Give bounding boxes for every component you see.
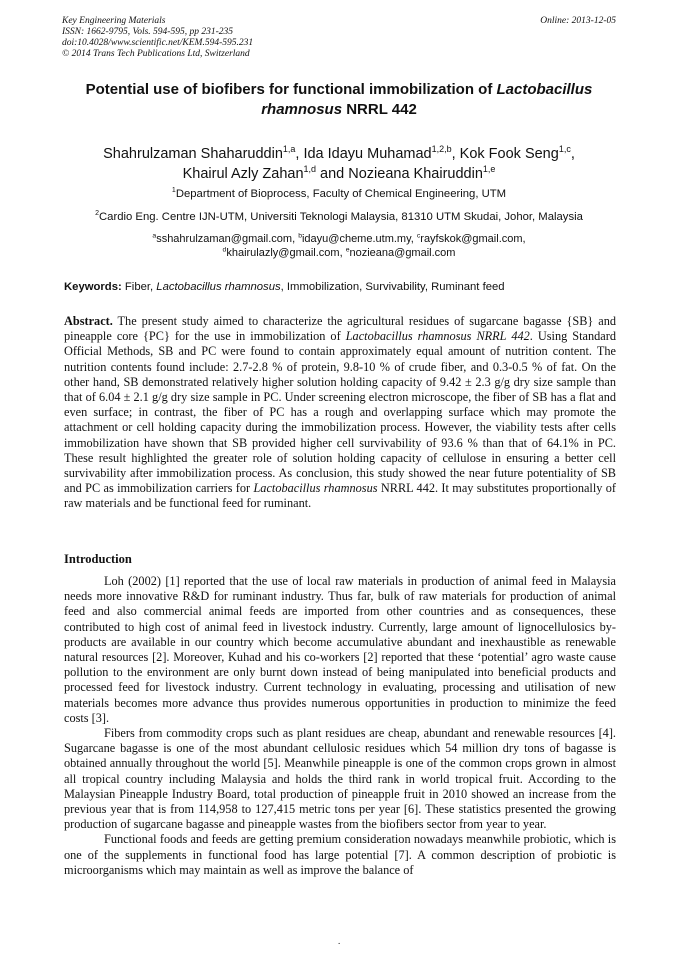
author-4-sup: 1,d bbox=[303, 164, 317, 175]
page-footer-mark: . bbox=[338, 936, 341, 946]
title-text-2: NRRL 442 bbox=[342, 101, 417, 118]
journal-header bbox=[62, 16, 616, 60]
keywords-species: Lactobacillus rhamnosus bbox=[156, 281, 281, 293]
email-d-sup: d bbox=[222, 246, 227, 254]
email-e[interactable]: nozieana@gmail.com bbox=[349, 247, 456, 259]
title-species: Lactobacillus rhamnosus bbox=[261, 81, 593, 118]
author-2: Ida Idayu Muhamad bbox=[303, 146, 432, 162]
email-d[interactable]: khairulazly@gmail.com, bbox=[226, 247, 346, 259]
online-date: Online: 2013-12-05 bbox=[540, 16, 616, 26]
author-1: Shahrulzaman Shaharuddin bbox=[103, 146, 283, 162]
email-e-sup: e bbox=[345, 246, 350, 254]
author-3: Kok Fook Seng bbox=[459, 146, 559, 162]
keywords-text-1: Fiber, bbox=[121, 281, 157, 293]
author-sep: and bbox=[316, 166, 349, 182]
author-list bbox=[40, 144, 638, 184]
author-sep: , bbox=[295, 146, 304, 162]
author-sep: , bbox=[570, 146, 575, 162]
author-4: Khairul Azly Zahan bbox=[182, 166, 304, 182]
affiliation-2 bbox=[30, 210, 648, 224]
abstract-species-1: Lactobacillus rhamnosus NRRL 442 bbox=[345, 329, 530, 344]
abstract-text-3: NRRL 442. It may substitutes proportionally of raw materials and be functional feed for ruminant. bbox=[64, 481, 616, 511]
email-c-sup: c bbox=[416, 232, 421, 240]
abstract-species-2: Lactobacillus rhamnosus bbox=[253, 481, 378, 496]
author-sep: , bbox=[451, 146, 460, 162]
email-c[interactable]: rayfskok@gmail.com, bbox=[420, 233, 526, 245]
author-5: Nozieana Khairuddin bbox=[348, 166, 483, 182]
author-5-sup: 1,e bbox=[482, 164, 496, 175]
keywords-text-2: , Immobilization, Survivability, Ruminant feed bbox=[280, 281, 505, 293]
issn-line: ISSN: 1662-9795, Vols. 594-595, pp 231-235 bbox=[62, 27, 233, 37]
intro-paragraph-2: Fibers from commodity crops such as plant residues are cheap, abundant and renewable resources [4]. Sugarcane bagasse is one of the most abundant cellulosic residues which 54 million dry tons of bagasse is obtained annually throughout the world [5]. Meanwhile pineapple is one of the common crops grown in almost all tropical country including Malaysia and holds the third rank in world tropical fruit. According to the Malaysian Pineapple Industry Board, total production of pineapple fruit in 2010 showed an increase from the previous year that is from 114,958 to 127,415 metric tons per year [6]. These statistics presented the growing production of sugarcane bagasse and pineapple wastes from the biofibers sector from year to year. bbox=[64, 726, 616, 832]
email-a[interactable]: sshahrulzaman@gmail.com, bbox=[156, 233, 299, 245]
doi-line: doi:10.4028/www.scientific.net/KEM.594-595.231 bbox=[62, 38, 254, 48]
email-a-sup: a bbox=[152, 232, 157, 240]
copyright-line: © 2014 Trans Tech Publications Ltd, Switzerland bbox=[62, 49, 250, 59]
abstract-text-1: The present study aimed to characterize the agricultural residues of sugarcane bagasse {SB} and pineapple core {PC} for the use in immobilization of bbox=[64, 314, 616, 344]
intro-paragraph-3: Functional foods and feeds are getting premium consideration nowadays meanwhile probiotic, which is one of the supplements in functional food has large potential [7]. A common description of probiotic is microorganisms which may maintain as well as improve the balance of bbox=[64, 832, 616, 877]
abstract-label: Abstract. bbox=[64, 314, 113, 328]
author-1-sup: 1,a bbox=[282, 144, 296, 155]
affiliation-1-text: Department of Bioprocess, Faculty of Chemical Engineering, UTM bbox=[175, 188, 507, 200]
email-b[interactable]: idayu@cheme.utm.my, bbox=[301, 233, 417, 245]
abstract bbox=[64, 314, 616, 512]
affiliation-1-sup: 1 bbox=[171, 187, 176, 195]
email-b-sup: b bbox=[298, 232, 302, 240]
keywords bbox=[64, 280, 616, 294]
intro-paragraph-1: Loh (2002) [1] reported that the use of local raw materials in production of animal feed in Malaysia needs more innovative R&D for ruminant industry. Thus far, bulk of raw materials for production of animal feed and also commercial animal feeds are imported from other countries and as consequences, these contributed to high cost of animal feed in livestock industry. Currently, large amount of lignocellulosics by-products are available in our country which become accumulative abundant and inexhaustible as renewable natural resources [2]. Moreover, Kuhad and his co-workers [2] reported that these ‘potential’ agro waste cause pollution to the environment are only burnt down instead of being manipulated into beneficial products and processed feed for livestock industry. Current technology in evaluating, processing and utilisation of new materials becomes more advance thus provides numerous opportunities in production to minimize the feed costs [3]. bbox=[64, 574, 616, 725]
paper-title bbox=[50, 80, 628, 120]
keywords-label: Keywords: bbox=[64, 281, 122, 293]
introduction-body bbox=[64, 574, 616, 878]
affiliation-1 bbox=[30, 187, 648, 201]
author-2-sup: 1,2,b bbox=[431, 144, 452, 155]
affiliation-2-text: Cardio Eng. Centre IJN-UTM, Universiti Teknologi Malaysia, 81310 UTM Skudai, Johor, Malaysia bbox=[99, 211, 583, 223]
email-list bbox=[30, 232, 648, 260]
author-3-sup: 1,c bbox=[558, 144, 571, 155]
journal-name: Key Engineering Materials bbox=[62, 16, 166, 26]
affiliation-2-sup: 2 bbox=[95, 210, 100, 218]
abstract-text-2: . Using Standard Official Methods, SB and PC were found to contain approximately equal amount of nutrition content. The nutrition contents found include: 2.7-2.8 % of protein, 9.8-10 % of crude fiber, and 0.3-0.5 % of fat. On the other hand, SB demonstrated relatively higher solution holding capacity of 9.42 ± 2.3 g/g dry size sample than that of 6.04 ± 2.1 g/g dry size sample in PC. Under screening electron microscope, the fiber of SB has a flat and even surface; in contrast, the fiber of PC has a rough and overlapping surface which may promote the attachment or cell holding capacity during the immobilization process. However, the viability tests after cells immobilization have shown that SB provided higher cell survivability of 93.6 % than that of 64.1% in PC. These result highlighted the greater role of solution holding capacity of cellulose in ensuring a better cell survivability after immobilization process. As conclusion, this study showed the near future potentiality of SB and PC as immobilization carriers for bbox=[64, 329, 616, 496]
introduction-heading: Introduction bbox=[64, 552, 132, 566]
title-text-1: Potential use of biofibers for functional immobilization of bbox=[85, 81, 497, 98]
